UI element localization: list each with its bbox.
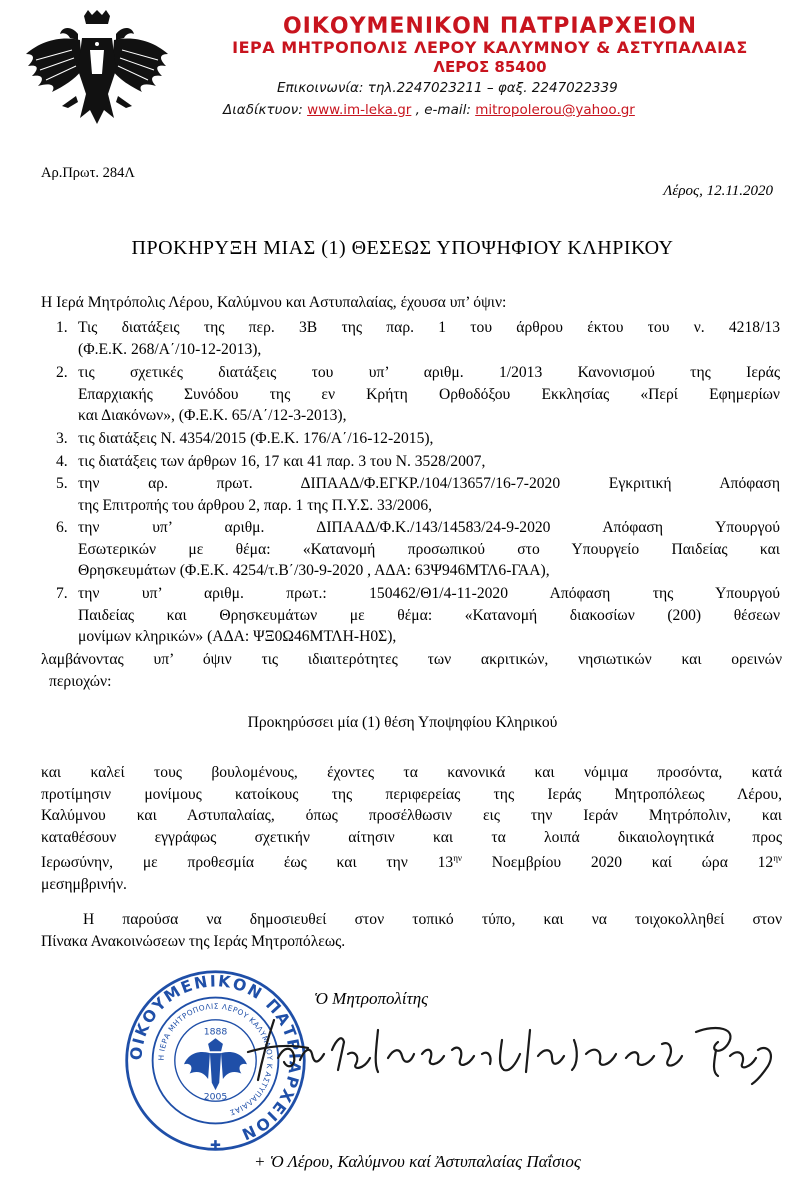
deadline-text-b: Νοεμβρίου 2020 καί ώρα 12: [461, 854, 774, 872]
list-item-line: Θρησκευμάτων (Φ.Ε.Κ. 4254/τ.Β΄/30-9-2020 , ΑΔΑ: 63Ψ946ΜΤΛ6-ΓΑΑ),: [78, 562, 550, 579]
list-item-number: 3.: [56, 430, 68, 447]
list-item-number: 6.: [56, 519, 68, 536]
list-item-line: Παιδείας και Θρησκευμάτων με θέμα: «Κατανομή διακοσίων (200) θέσεων: [78, 606, 780, 624]
invitation-line: Καλύμνου και Αστυπαλαίας, όπως προσέλθωσιν εις την Ιεράν Μητρόπολιν, και: [41, 807, 782, 824]
list-item-number: 5.: [56, 475, 68, 492]
list-item-line: και Διακόνων», (Φ.Ε.Κ. 65/Α΄/12-3-2013),: [78, 407, 347, 424]
list-item-line: την αρ. πρωτ. ΔΙΠΑΑΔ/Φ.ΕΓΚΡ./104/13657/16-7-2020 Εγκριτική Απόφαση: [78, 475, 780, 492]
document-date: Λέρος, 12.11.2020: [663, 183, 773, 199]
proclamation-line: Προκηρύσσει μία (1) θέση Υποψηφίου Κληρικού: [247, 714, 558, 731]
invitation-line: προτίμησιν μονίμους κατοίκους της περιφερείας της Ιεράς Μητροπόλεως Λέρου,: [41, 785, 782, 803]
list-item-line: μονίμων κληρικών» (ΑΔΑ: ΨΞ0Ω46ΜΤΛΗ-Η0Σ),: [78, 628, 397, 645]
letterhead-patriarchate: ΟΙΚΟΥΜΕΝΙΚΟΝ ΠΑΤΡΙΑΡΧΕΙΟΝ: [282, 14, 698, 39]
list-item: [56, 317, 780, 360]
list-item: [56, 517, 780, 582]
seal-inner-text: Η ΙΕΡΑ ΜΗΤΡΟΠΟΛΙΣ ΛΕΡΟΥ ΚΑΛΥΜΝΟΥ Κ ΑΣΤΥΠΑΛΑΙΑΣ: [156, 1001, 275, 1118]
list-item-line: την υπ’ αριθμ. πρωτ.: 150462/Θ1/4-11-2020 Απόφαση της Υπουργού: [78, 585, 780, 602]
publication-line: Η παρούσα να δημοσιευθεί στον τοπικό τύπο, και να τοιχοκολληθεί στον: [83, 911, 782, 928]
list-item: [56, 473, 780, 516]
list-item: [56, 583, 780, 648]
list-item-number: 2.: [56, 364, 68, 381]
invitation-line: καταθέσουν εγγράφως σχετικήν αίτησιν και τα λοιπά δικαιολογητικά προς: [41, 828, 782, 846]
closing-paragraph: [41, 649, 782, 692]
document-title: ΠΡΟΚΗΡΥΞΗ ΜΙΑΣ (1) ΘΕΣΕΩΣ ΥΠΟΨΗΦΙΟΥ ΚΛΗΡΙΚΟΥ: [131, 237, 674, 259]
contact-web-email: [223, 102, 635, 118]
list-item: [56, 451, 780, 473]
closing-line: περιοχών:: [49, 672, 112, 690]
contact-phone-fax: Επικοινωνία: τηλ.2247023211 – φαξ. 2247022339: [277, 80, 618, 96]
publication-line: Πίνακα Ανακοινώσεων της Ιεράς Μητροπόλεως.: [41, 932, 346, 950]
list-item-line: την υπ’ αριθμ. ΔΙΠΑΑΔ/Φ.Κ./143/14583/24-9-2020 Απόφαση Υπουργού: [78, 519, 780, 536]
list-item-line: τις διατάξεις των άρθρων 16, 17 και 41 παρ. 3 του Ν. 3528/2007,: [78, 453, 486, 470]
publication-paragraph: [41, 909, 782, 952]
web-label: Διαδίκτυον:: [223, 102, 303, 118]
seal-year-top: 1888: [203, 1026, 228, 1038]
list-item-line: τις σχετικές διατάξεις του υπ’ αριθμ. 1/2013 Κανονισμού της Ιεράς: [78, 364, 780, 381]
list-item-line: (Φ.Ε.Κ. 268/Α΄/10-12-2013),: [78, 340, 262, 358]
closing-line: λαμβάνοντας υπ’ όψιν τις ιδιαιτερότητες των ακριτικών, νησιωτικών και ορεινών: [41, 651, 782, 668]
protocol-number: Αρ.Πρωτ. 284Λ: [41, 165, 135, 181]
signer-title: Ὁ Μητροπολίτης: [314, 989, 429, 1008]
list-item-line: της Επιτροπής του άρθρου 2, παρ. 1 της Π.Υ.Σ. 33/2006,: [78, 496, 433, 514]
list-item: [56, 428, 780, 450]
list-item: [56, 362, 780, 427]
invitation-paragraph: [41, 762, 782, 895]
ordinal-suffix: ην: [453, 853, 462, 863]
ordinal-suffix: ην: [773, 853, 782, 863]
invitation-line: μεσημβρινήν.: [41, 875, 127, 893]
list-item-number: 7.: [56, 585, 68, 602]
intro-paragraph: Η Ιερά Μητρόπολις Λέρου, Καλύμνου και Αστυπαλαίας, έχουσα υπ’ όψιν:: [41, 294, 507, 311]
handwritten-signature: [238, 1010, 783, 1090]
email-link[interactable]: mitropolerou@yahoo.gr: [475, 102, 635, 118]
svg-text:✚: ✚: [210, 1138, 221, 1153]
list-item-number: 4.: [56, 453, 68, 470]
list-item-line: Επαρχιακής Συνόδου της εν Κρήτη Ορθοδόξου Εκκλησίας «Περί Εφημερίων: [78, 385, 780, 403]
letterhead-metropolis: ΙΕΡΑ ΜΗΤΡΟΠΟΛΙΣ ΛΕΡΟΥ ΚΑΛΥΜΝΟΥ & ΑΣΤΥΠΑΛΑΙΑΣ: [232, 38, 748, 57]
list-item-number: 1.: [56, 319, 68, 336]
invitation-deadline-line: [41, 848, 782, 874]
invitation-line: και καλεί τους βουλομένους, έχοντες τα κανονικά και νόμιμα προσόντα, κατά: [41, 764, 782, 781]
deadline-text-a: Ιερωσύνην, με προθεσμία έως και την 13: [41, 854, 454, 872]
email-label: , e-mail:: [415, 102, 471, 118]
website-link[interactable]: www.im-leka.gr: [307, 102, 412, 118]
seal-year-bottom: 2005: [203, 1091, 228, 1103]
list-item-line: Τις διατάξεις της περ. 3Β της παρ. 1 του άρθρου έκτου του ν. 4218/13: [78, 319, 780, 336]
seal-ring-text: ΟΙΚΟΥΜΕΝΙΚΟΝ ΠΑΤΡΙΑΡΧΕΙΟΝ: [126, 971, 305, 1145]
letterhead-address: ΛΕΡΟΣ 85400: [433, 58, 547, 76]
list-item-line: Εσωτερικών με θέμα: «Κατανομή προσωπικού στο Υπουργείο Παιδείας και: [78, 540, 780, 558]
double-headed-eagle-emblem: [22, 10, 172, 130]
list-item-line: τις διατάξεις Ν. 4354/2015 (Φ.Ε.Κ. 176/Α΄/16-12-2015),: [78, 430, 434, 447]
signer-name: + Ὁ Λέρου, Καλύμνου καί Ἀστυπαλαίας Παΐσιος: [254, 1152, 581, 1171]
